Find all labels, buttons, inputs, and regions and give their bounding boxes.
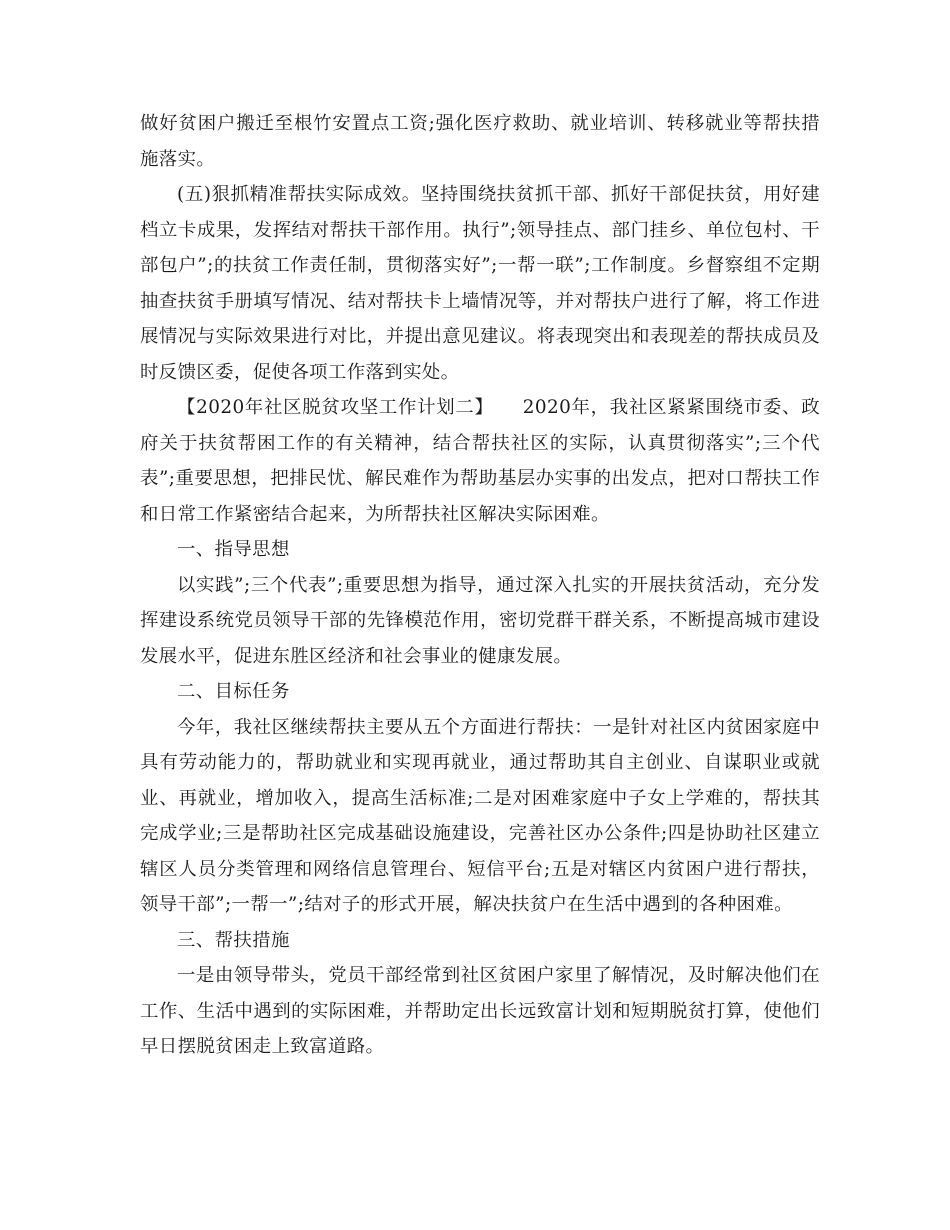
- paragraph-goals-tasks: 今年，我社区继续帮扶主要从五个方面进行帮扶：一是针对社区内贫困家庭中具有劳动能力的，帮助就业和实现再就业，通过帮助其自主创业、自谋职业或就业、再就业，增加收入，提高生活标准;二是对困难家庭中子女上学难的，帮扶其完成学业;三是帮助社区完成基础设施建设，完善社区办公条件;四是协助社区建立辖区人员分类管理和网络信息管理台、短信平台;五是对辖区内贫困户进行帮扶，领导干部”;一帮一”;结对子的形式开展，解决扶贫户在生活中遇到的各种困难。: [140, 716, 820, 915]
- paragraph-assistance-measures: 一是由领导带头，党员干部经常到社区贫困户家里了解情况，及时解决他们在工作、生活中遇到的实际困难，并帮助定出长远致富计划和短期脱贫打算，使他们早日摆脱贫困走上致富道路。: [140, 965, 820, 1057]
- paragraph-plan-two-intro: 【2020年社区脱贫攻坚工作计划二】 2020年，我社区紧紧围绕市委、政府关于扶贫帮困工作的有关精神，结合帮扶社区的实际，认真贯彻落实”;三个代表”;重要思想，把排民忧、解民难作为帮助基层办实事的出发点，把对口帮扶工作和日常工作紧密结合起来，为所帮扶社区解决实际困难。: [140, 397, 820, 525]
- document-page: [140, 106, 820, 1065]
- heading-assistance-measures: 三、帮扶措施: [177, 929, 290, 951]
- paragraph-guiding-ideology: 以实践”;三个代表”;重要思想为指导，通过深入扎实的开展扶贫活动，充分发挥建设系统党员领导干部的先锋模范作用，密切党群干群关系，不断提高城市建设发展水平，促进东胜区经济和社会事业的健康发展。: [140, 574, 820, 667]
- heading-guiding-ideology: 一、指导思想: [177, 539, 290, 560]
- heading-goals-tasks: 二、目标任务: [177, 681, 290, 702]
- paragraph-section-five: (五)狠抓精准帮扶实际成效。坚持围绕扶贫抓干部、抓好干部促扶贫，用好建档立卡成果，发挥结对帮扶干部作用。执行”;领导挂点、部门挂乡、单位包村、干部包户”;的扶贫工作责任制，贯彻落实好”;一帮一联”;工作制度。乡督察组不定期抽查扶贫手册填写情况、结对帮扶卡上墙情况等，并对帮扶户进行了解，将工作进展情况与实际效果进行对比，并提出意见建议。将表现突出和表现差的帮扶成员及时反馈区委，促使各项工作落到实处。: [140, 184, 820, 383]
- paragraph-continuation: 做好贫困户搬迁至根竹安置点工资;强化医疗救助、就业培训、转移就业等帮扶措施落实。: [140, 113, 820, 170]
